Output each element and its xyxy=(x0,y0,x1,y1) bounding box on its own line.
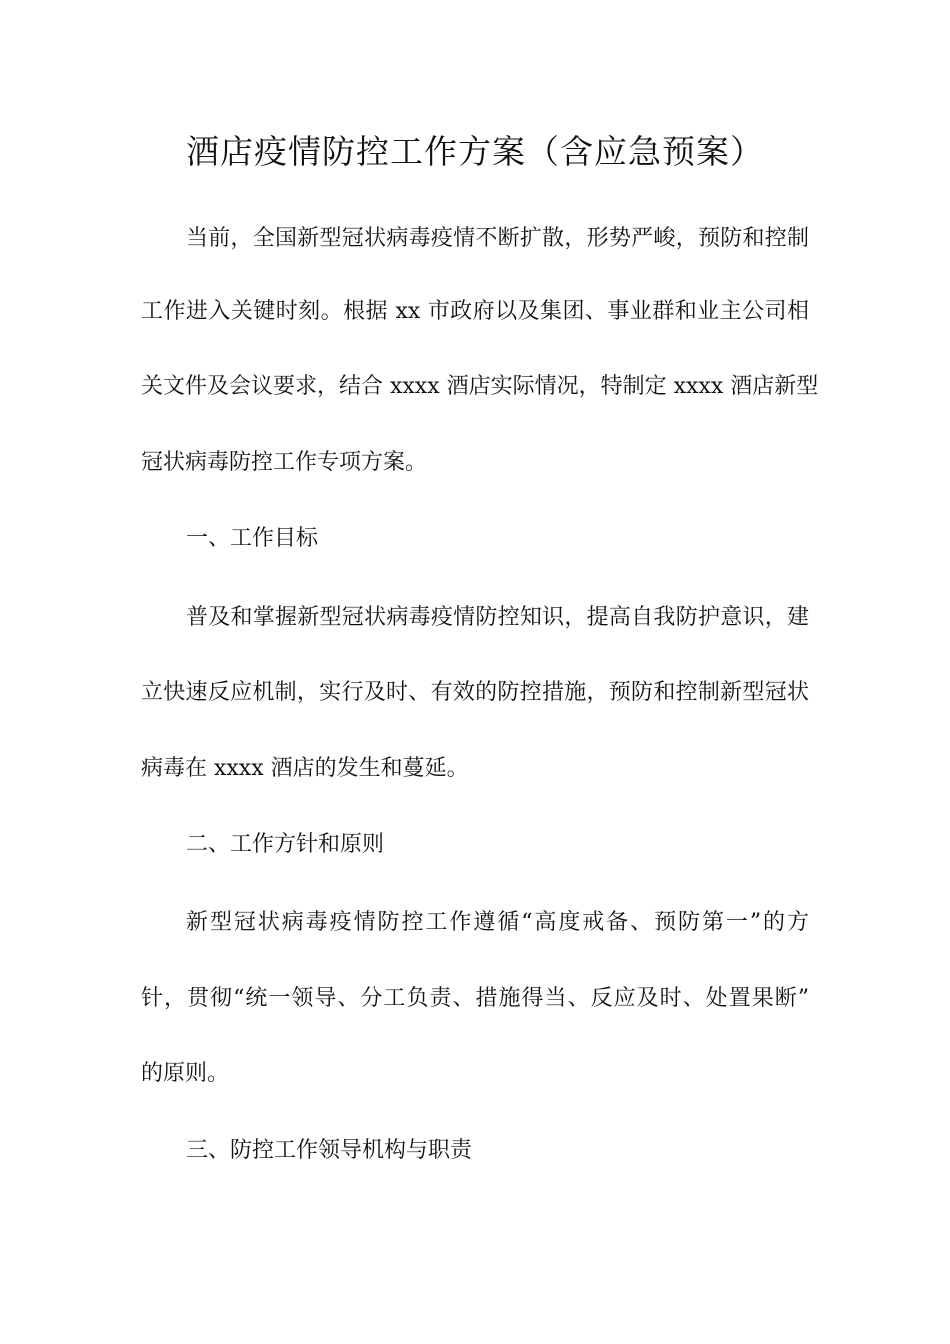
document-title: 酒店疫情防控工作方案（含应急预案） xyxy=(186,132,764,171)
paragraph-line: 病毒在 xxxx 酒店的发生和蔓延。 xyxy=(141,756,469,781)
section-heading: 三、防控工作领导机构与职责 xyxy=(186,1138,473,1163)
paragraph-line: 新型冠状病毒疫情防控工作遵循“高度戒备、预防第一”的方 xyxy=(186,910,809,935)
section-heading: 二、工作方针和原则 xyxy=(186,832,385,857)
paragraph-line: 冠状病毒防控工作专项方案。 xyxy=(141,450,428,475)
paragraph-line: 工作进入关键时刻。根据 xx 市政府以及集团、事业群和业主公司相 xyxy=(141,299,809,324)
paragraph-line: 关文件及会议要求，结合 xxxx 酒店实际情况，特制定 xxxx 酒店新型 xyxy=(141,374,819,399)
paragraph-line: 当前，全国新型冠状病毒疫情不断扩散，形势严峻，预防和控制 xyxy=(186,226,809,251)
paragraph-line: 的原则。 xyxy=(141,1061,230,1086)
paragraph-line: 针，贯彻“统一领导、分工负责、措施得当、反应及时、处置果断” xyxy=(141,986,809,1011)
section-heading: 一、工作目标 xyxy=(186,526,319,551)
paragraph-line: 普及和掌握新型冠状病毒疫情防控知识，提高自我防护意识，建 xyxy=(186,605,809,630)
paragraph-line: 立快速反应机制，实行及时、有效的防控措施，预防和控制新型冠状 xyxy=(141,680,809,705)
